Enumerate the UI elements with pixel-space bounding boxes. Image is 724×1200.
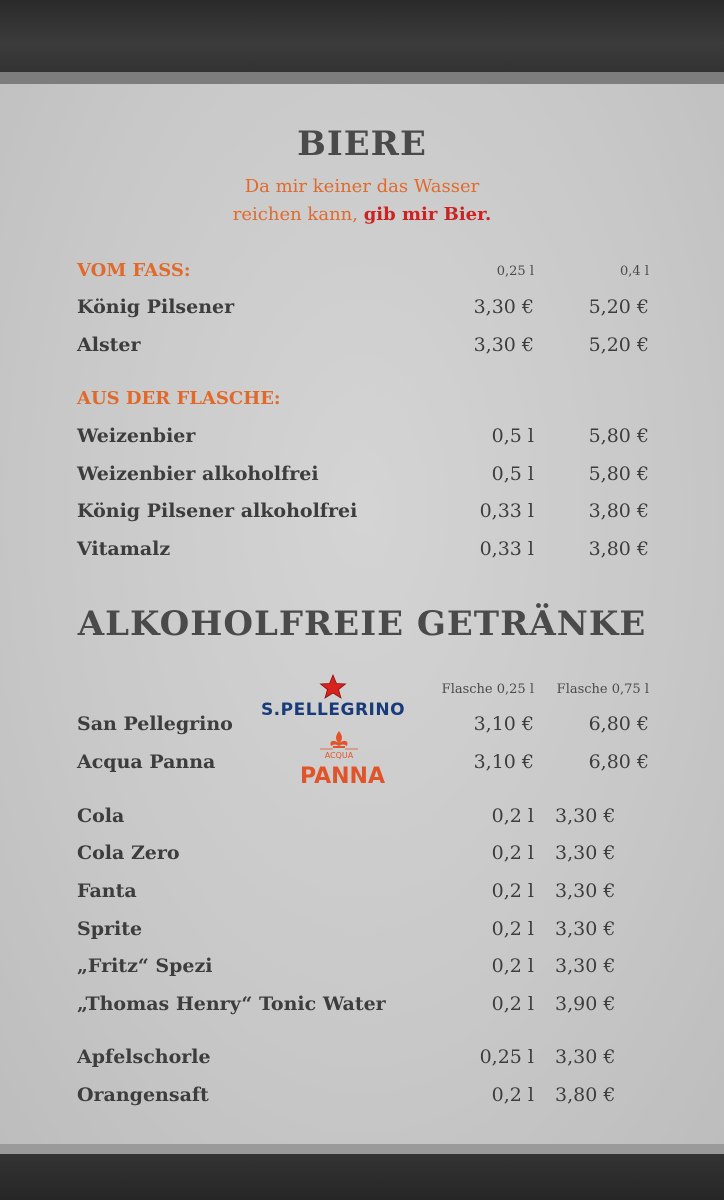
draft-heading: VOM FASS: [77, 260, 191, 281]
item-price-small: 3,30 € [473, 334, 534, 356]
item-price: 3,80 € [588, 500, 649, 522]
beer-tagline-accent: gib mir Bier. [363, 204, 492, 225]
bottom-dark-band [0, 1154, 724, 1200]
item-size: 0,33 l [479, 500, 534, 522]
item-price: 3,30 € [555, 955, 616, 977]
bottom-band-edge [0, 1144, 724, 1154]
softdrinks-title: ALKOHOLFREIE GETRÄNKE [77, 604, 647, 644]
menu-row [77, 1084, 649, 1112]
beer-title: BIERE [297, 124, 427, 164]
top-band-edge [0, 72, 724, 84]
item-size: 0,25 l [479, 1046, 534, 1068]
item-name: Apfelschorle [77, 1046, 211, 1068]
menu-row [77, 463, 649, 491]
item-size: 0,2 l [491, 805, 534, 827]
item-price: 3,30 € [555, 805, 616, 827]
beer-tagline-line2 [0, 204, 724, 225]
item-name: „Fritz“ Spezi [77, 955, 213, 977]
menu-row [77, 296, 649, 324]
item-size: 0,2 l [491, 955, 534, 977]
item-price: 3,30 € [555, 918, 616, 940]
menu-row [77, 880, 649, 908]
item-price-large: 5,20 € [588, 296, 649, 318]
item-name: Alster [77, 334, 141, 356]
item-name: König Pilsener [77, 296, 235, 318]
menu-row [77, 538, 649, 566]
item-name: Acqua Panna [77, 751, 216, 773]
item-price: 5,80 € [588, 425, 649, 447]
water-col2-header: Flasche 0,75 l [556, 682, 649, 697]
menu-row [77, 425, 649, 453]
san-pellegrino-wordmark: S.PELLEGRINO [260, 700, 406, 720]
draft-col2-header: 0,4 l [620, 264, 649, 279]
item-name: Cola [77, 805, 125, 827]
item-price-small: 3,30 € [473, 296, 534, 318]
item-size: 0,5 l [491, 425, 534, 447]
menu-row [77, 955, 649, 983]
item-size: 0,33 l [479, 538, 534, 560]
item-size: 0,2 l [491, 993, 534, 1015]
item-name: Sprite [77, 918, 143, 940]
item-price: 3,30 € [555, 880, 616, 902]
red-star-icon [251, 674, 415, 702]
item-size: 0,5 l [491, 463, 534, 485]
menu-row [77, 713, 649, 741]
menu-row [77, 334, 649, 362]
item-price: 3,80 € [555, 1084, 616, 1106]
item-size: 0,2 l [491, 918, 534, 940]
item-name: Cola Zero [77, 842, 180, 864]
item-name: Weizenbier alkoholfrei [77, 463, 319, 485]
item-size: 0,2 l [491, 880, 534, 902]
item-price: 3,90 € [555, 993, 616, 1015]
menu-row [77, 842, 649, 870]
top-dark-band [0, 0, 724, 72]
item-name: Vitamalz [77, 538, 171, 560]
item-price-large: 6,80 € [588, 713, 649, 735]
item-name: Weizenbier [77, 425, 196, 447]
beer-tagline-line1: Da mir keiner das Wasser [244, 176, 480, 197]
item-name: San Pellegrino [77, 713, 233, 735]
item-name: Orangensaft [77, 1084, 209, 1106]
menu-row [77, 805, 649, 833]
acqua-panna-subtext: ACQUA [324, 751, 354, 760]
draft-col1-header: 0,25 l [496, 264, 534, 279]
item-price-large: 5,20 € [588, 334, 649, 356]
item-size: 0,2 l [491, 842, 534, 864]
item-price: 3,80 € [588, 538, 649, 560]
item-price: 5,80 € [588, 463, 649, 485]
menu-row [77, 500, 649, 528]
item-size: 0,2 l [491, 1084, 534, 1106]
menu-row [77, 751, 649, 779]
item-price-small: 3,10 € [473, 713, 534, 735]
menu-row [77, 918, 649, 946]
item-price-small: 3,10 € [473, 751, 534, 773]
item-price: 3,30 € [555, 842, 616, 864]
beer-tagline-prefix: reichen kann, [232, 204, 364, 225]
item-name: König Pilsener alkoholfrei [77, 500, 358, 522]
item-name: Fanta [77, 880, 137, 902]
menu-row [77, 993, 649, 1021]
item-price-large: 6,80 € [588, 751, 649, 773]
item-price: 3,30 € [555, 1046, 616, 1068]
menu-row [77, 1046, 649, 1074]
acqua-panna-wordmark: PANNA [300, 764, 385, 789]
bottle-heading: AUS DER FLASCHE: [77, 388, 281, 409]
item-name: „Thomas Henry“ Tonic Water [77, 993, 386, 1015]
water-col1-header: Flasche 0,25 l [441, 682, 534, 697]
